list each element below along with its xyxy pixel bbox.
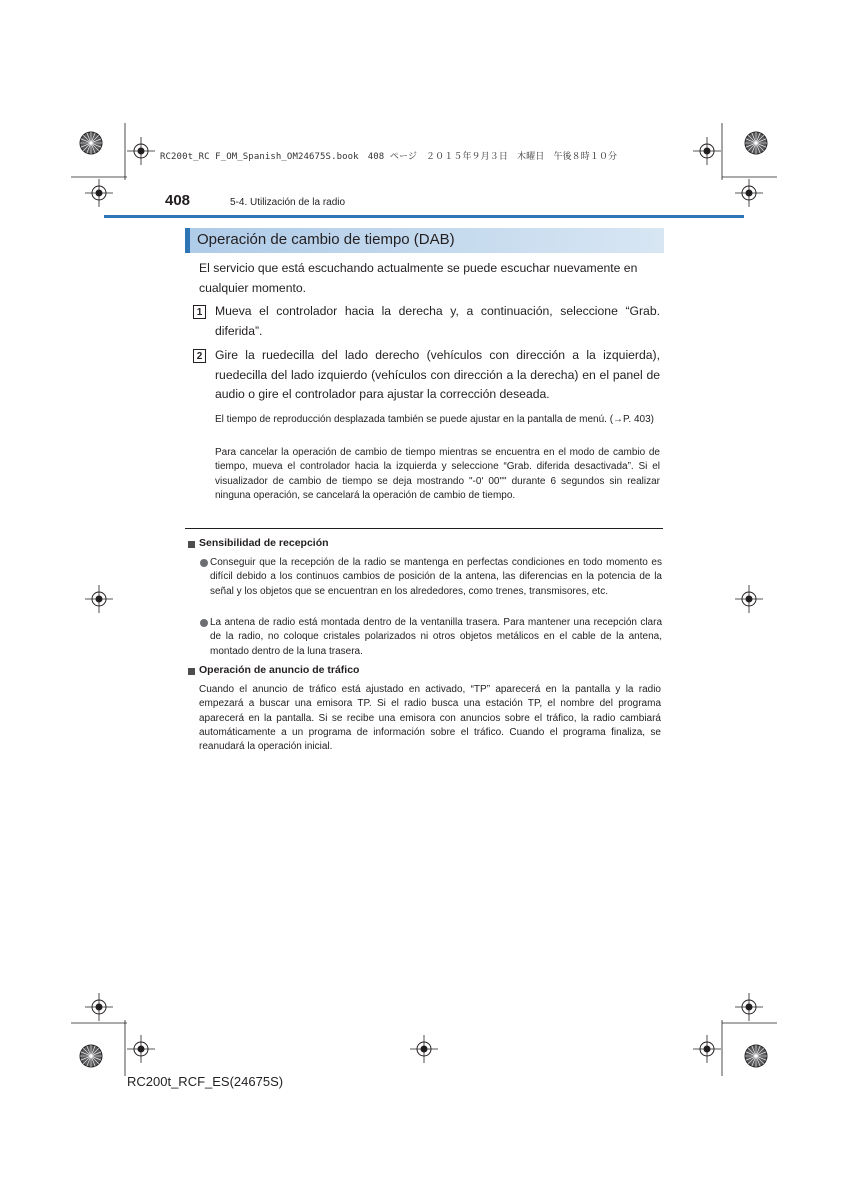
bullet-text: Conseguir que la recepción de la radio se mantenga en perfectas condiciones en todo momento es difícil debido a los continuos cambios de posición de la antena, las diferencias en la potencia de la señal y los objetos que se encuentran en los alrededores, como trenes, transmisores, etc.	[210, 557, 662, 597]
subsection-heading: Sensibilidad de recepción	[199, 537, 329, 549]
step-number-box: 1	[193, 305, 206, 319]
note-paragraph: El tiempo de reproducción desplazada también se puede ajustar en la pantalla de menú. (→P. 403)	[215, 414, 654, 425]
content-divider	[185, 528, 663, 529]
print-slug: RC200t_RC F_OM_Spanish_OM24675S.book 408 ページ ２０１５年９月３日 木曜日 午後８時１０分	[160, 152, 618, 162]
bullet-text: La antena de radio está montada dentro de la ventanilla trasera. Para mantener una recepción clara de la radio, no coloque cristales polarizados ni otros objetos metálicos en el cable de la antena, montado dentro de la luna trasera.	[210, 617, 662, 657]
section-title: Operación de cambio de tiempo (DAB)	[197, 231, 455, 248]
bullet-dot-icon	[200, 559, 208, 567]
section-label: 5-4. Utilización de la radio	[230, 197, 346, 208]
step-text: Gire la ruedecilla del lado derecho (vehículos con dirección a la izquierda), ruedecilla del lado izquierdo (vehículos con dirección a la derecha) en el panel de audio o gire el controlador para ajustar la corrección deseada.	[215, 348, 660, 401]
page-number: 408	[165, 192, 191, 209]
square-bullet-icon	[188, 541, 195, 548]
note-paragraph: Para cancelar la operación de cambio de tiempo mientras se encuentra en el modo de cambio de tiempo, mueva el controlador hacia la izquierda y seleccione “Grab. diferida desactivada”. Si el visualizador de cambio de tiempo se deja mostrando "-0' 00"" durante 6 segundos sin realizar ninguna operación, se cancelará la operación de cambio de tiempo.	[215, 447, 660, 501]
square-bullet-icon	[188, 668, 195, 675]
step-number-box: 2	[193, 349, 206, 363]
subsection-heading: Operación de anuncio de tráfico	[199, 664, 360, 676]
header-rule	[104, 215, 744, 218]
section-paragraph: Cuando el anuncio de tráfico está ajustado en activado, “TP” aparecerá en la pantalla y la radio empezará a buscar una emisora TP. Si el radio busca una estación TP, el nombre del programa aparecerá en la pantalla. Si se recibe una emisora con anuncios sobre el tráfico, la radio cambiará automáticamente a un programa de información sobre el tráfico. Cuando el programa finaliza, se reanudará la operación inicial.	[199, 684, 661, 753]
bullet-dot-icon	[200, 619, 208, 627]
intro-paragraph: El servicio que está escuchando actualmente se puede escuchar nuevamente en cualquier momento.	[199, 261, 638, 295]
step-text: Mueva el controlador hacia la derecha y, a continuación, seleccione “Grab. diferida”.	[215, 304, 660, 338]
document-code: RC200t_RCF_ES(24675S)	[127, 1074, 284, 1089]
title-accent	[185, 228, 190, 253]
